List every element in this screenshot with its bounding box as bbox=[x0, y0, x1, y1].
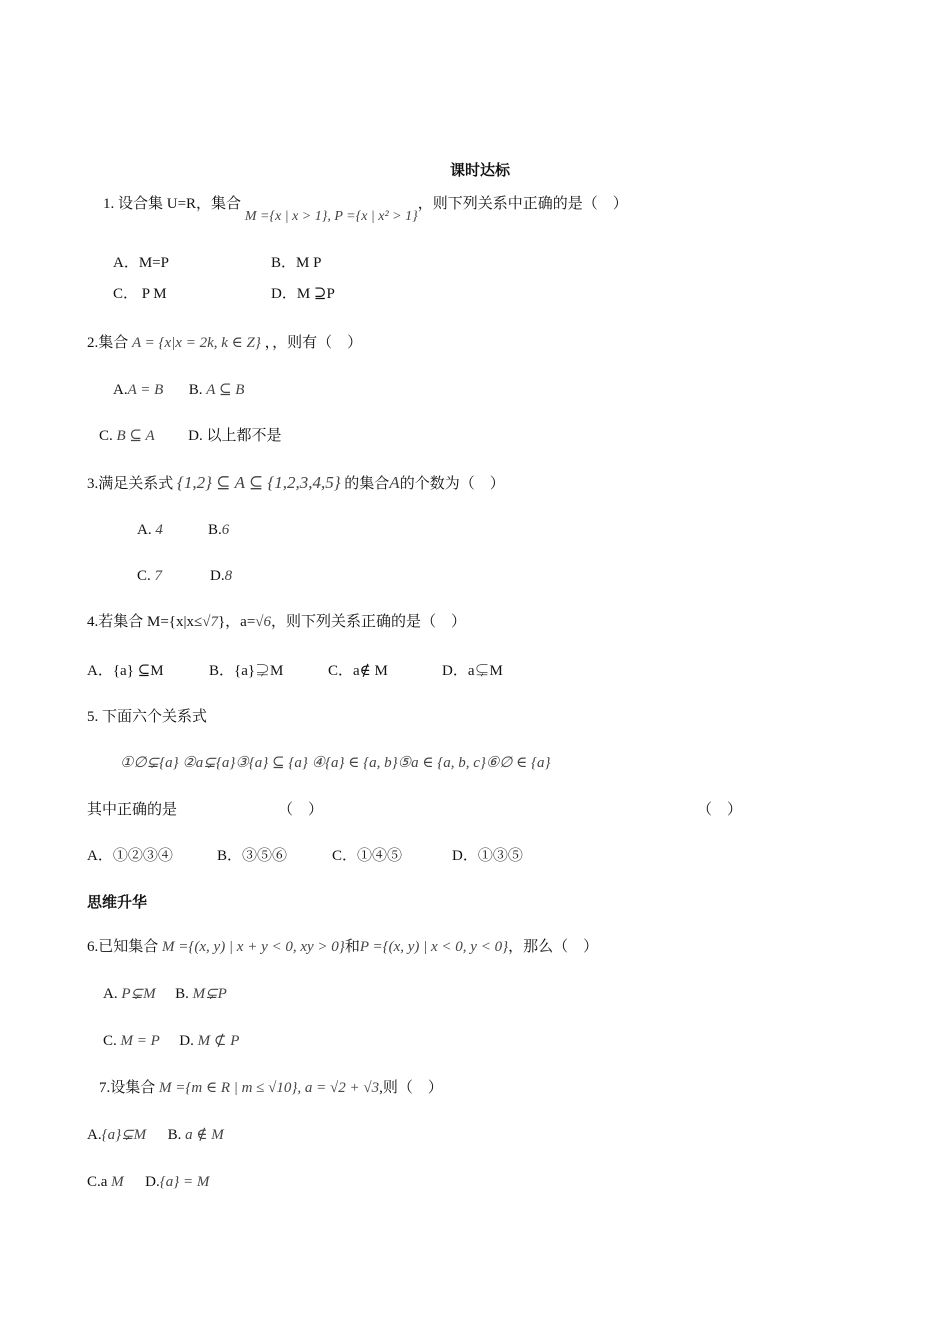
question-1 bbox=[103, 194, 628, 224]
q6-math-m: M ={(x, y) | x + y < 0, xy > 0} bbox=[162, 939, 345, 955]
q3-c-label: C. bbox=[137, 568, 151, 584]
q5-relations: ①∅⊊{a} ②a⊊{a}③{a} ⊆ {a} ④{a} ∈ {a, b}⑤a ∈ {a, b, c}⑥∅ ∈ {a} bbox=[120, 755, 551, 771]
q5-option-c: C．①④⑤ bbox=[332, 848, 403, 864]
q6-b-label: B. bbox=[175, 986, 189, 1002]
section-heading: 思维升华 bbox=[87, 895, 148, 911]
q5-paren-1: （ ） bbox=[278, 802, 324, 818]
q7-option-a bbox=[87, 1125, 224, 1145]
q6-stem-end: ，那么（ ） bbox=[508, 939, 599, 955]
q4-stem-end: ，则下列关系正确的是（ ） bbox=[271, 614, 467, 630]
q3-b-label: B. bbox=[208, 522, 222, 538]
page-title: 课时达标 bbox=[450, 163, 511, 179]
q3-stem-end: 的个数为（ ） bbox=[399, 476, 505, 492]
q7-b-math: a ∉ M bbox=[185, 1127, 224, 1143]
question-2 bbox=[87, 333, 362, 353]
q1-option-a: A．M=P bbox=[113, 255, 169, 271]
q2-b-math: A ⊆ B bbox=[206, 382, 245, 398]
q4-sqrt6: √6 bbox=[255, 614, 272, 630]
question-6 bbox=[87, 937, 598, 957]
q7-option-c bbox=[87, 1172, 209, 1192]
q3-b-val: 6 bbox=[221, 522, 230, 538]
q2-math: A = {x|x = 2k, k ∈ Z} bbox=[132, 335, 261, 351]
q4-option-b: B．{a}⊋M bbox=[209, 663, 284, 679]
q2-option-a bbox=[113, 380, 244, 400]
q7-a-label: A. bbox=[87, 1127, 102, 1143]
question-4 bbox=[87, 612, 466, 632]
question-3 bbox=[87, 473, 505, 494]
q4-sqrt7: √7 bbox=[202, 614, 218, 630]
q6-d-math: M ⊄ P bbox=[197, 1033, 240, 1049]
q3-option-b bbox=[208, 520, 229, 540]
q4-option-a: A．{a} ⊆M bbox=[87, 663, 164, 679]
q2-stem-end: ，，则有（ ） bbox=[264, 335, 363, 351]
q7-a-math: {a}⊊M bbox=[101, 1127, 147, 1143]
q2-option-c bbox=[99, 426, 281, 446]
q3-math-a: A bbox=[389, 473, 400, 492]
q7-b-label: B. bbox=[167, 1127, 182, 1143]
q7-stem: 7.设集合 bbox=[99, 1080, 156, 1096]
q4-option-c: C．a∉ M bbox=[328, 663, 388, 679]
q6-b-math: M⊊P bbox=[192, 986, 227, 1002]
q6-option-c bbox=[103, 1031, 239, 1051]
question-5: 5. 下面六个关系式 bbox=[87, 709, 208, 725]
q3-option-c bbox=[137, 566, 162, 586]
q4-stem-mid: }，a= bbox=[217, 614, 256, 630]
q2-a-math: A = B bbox=[127, 382, 164, 398]
q7-math: M ={m ∈ R | m ≤ √10}, a = √2 + √3 bbox=[159, 1080, 380, 1096]
q3-d-val: 8 bbox=[224, 568, 233, 584]
q1-option-d: D．M ⊇P bbox=[271, 286, 335, 302]
q3-c-val: 7 bbox=[154, 568, 163, 584]
q2-c-label: C. bbox=[99, 428, 113, 444]
q6-c-label: C. bbox=[103, 1033, 117, 1049]
q7-d-label: D. bbox=[145, 1174, 160, 1190]
q7-c-label: C.a bbox=[87, 1174, 108, 1190]
q2-c-math: B ⊆ A bbox=[116, 428, 155, 444]
q1-stem-end: ，则下列关系中正确的是（ ） bbox=[417, 196, 628, 212]
q5-option-b: B．③⑤⑥ bbox=[217, 848, 288, 864]
q1-option-b: B．M P bbox=[271, 255, 322, 271]
q5-option-a: A．①②③④ bbox=[87, 848, 173, 864]
q6-a-label: A. bbox=[103, 986, 118, 1002]
q4-stem: 4.若集合 M={x|x≤ bbox=[87, 614, 203, 630]
q3-option-d bbox=[210, 566, 232, 586]
q2-a-label: A. bbox=[113, 382, 128, 398]
q6-stem: 6.已知集合 bbox=[87, 939, 159, 955]
q1-math: M ={x | x > 1}, P ={x | x² > 1} bbox=[244, 209, 418, 224]
q6-option-a bbox=[103, 984, 227, 1004]
q2-stem: 2.集合 bbox=[87, 335, 129, 351]
q3-stem: 3.满足关系式 bbox=[87, 476, 174, 492]
q7-c-math: M bbox=[111, 1174, 124, 1190]
q3-math: {1,2} ⊆ A ⊆ {1,2,3,4,5} bbox=[177, 473, 341, 492]
q5-paren-2: （ ） bbox=[697, 802, 743, 818]
q5-option-d: D．①③⑤ bbox=[452, 848, 523, 864]
q3-d-label: D. bbox=[210, 568, 225, 584]
q6-a-math: P⊊M bbox=[121, 986, 156, 1002]
q6-stem-and: 和 bbox=[344, 939, 360, 955]
q6-math-p: P ={(x, y) | x < 0, y < 0} bbox=[359, 939, 509, 955]
q3-option-a bbox=[137, 520, 163, 540]
q7-stem-end: ,则（ ） bbox=[379, 1080, 443, 1096]
q6-d-label: D. bbox=[179, 1033, 194, 1049]
q2-b-label: B. bbox=[188, 382, 203, 398]
q2-option-d: D. 以上都不是 bbox=[188, 428, 282, 444]
q6-c-math: M = P bbox=[120, 1033, 160, 1049]
q4-option-d: D．a⊊M bbox=[442, 663, 503, 679]
q5-which: 其中正确的是 bbox=[87, 802, 178, 818]
q7-d-math: {a} = M bbox=[159, 1174, 210, 1190]
question-7 bbox=[99, 1078, 443, 1098]
q1-stem: 1. 设合集 U=R，集合 bbox=[103, 196, 242, 212]
q3-a-label: A. bbox=[137, 522, 152, 538]
q1-option-c: C． P M bbox=[113, 286, 167, 302]
q3-stem-mid: 的集合 bbox=[344, 476, 390, 492]
q3-a-val: 4 bbox=[155, 522, 163, 538]
